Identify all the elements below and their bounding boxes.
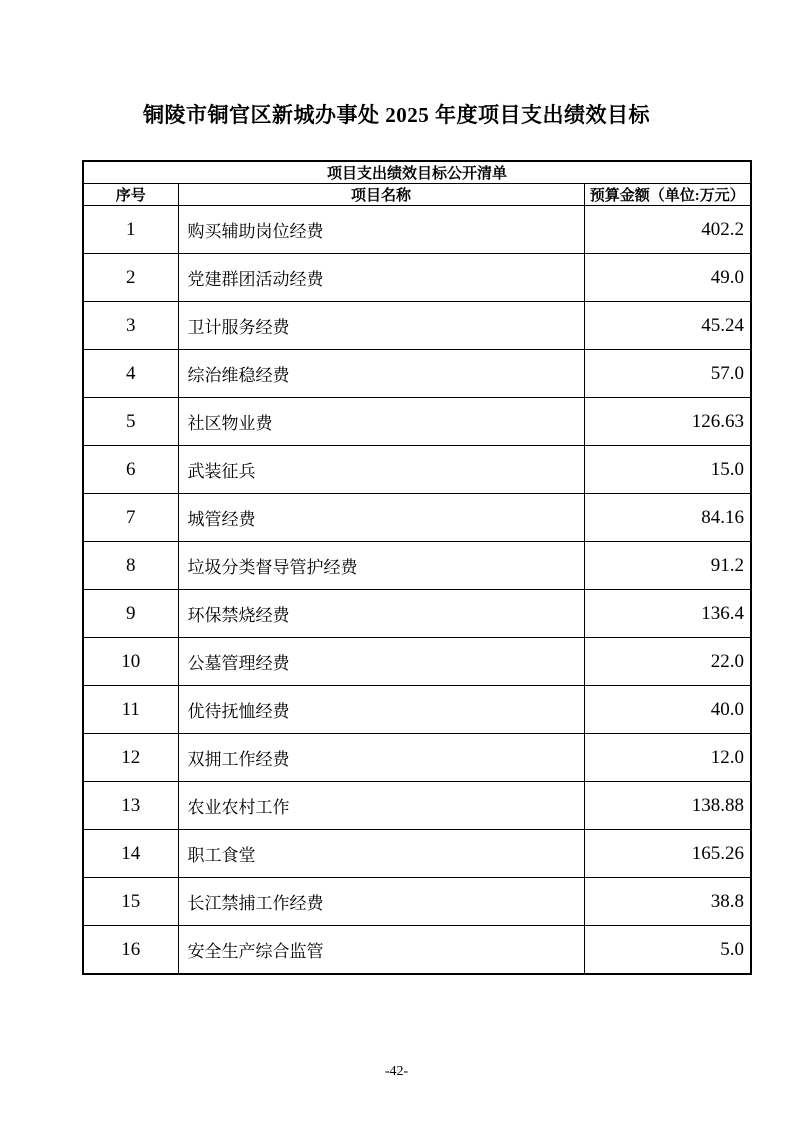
budget-amount: 22.0 <box>584 638 751 686</box>
project-name: 武装征兵 <box>178 446 584 494</box>
table-row <box>83 398 751 446</box>
budget-amount: 126.63 <box>584 398 751 446</box>
row-index: 11 <box>83 686 178 734</box>
project-name: 卫计服务经费 <box>178 302 584 350</box>
budget-amount: 402.2 <box>584 206 751 254</box>
budget-amount: 45.24 <box>584 302 751 350</box>
page-number: -42- <box>384 1064 409 1079</box>
page-title: 铜陵市铜官区新城办事处 2025 年度项目支出绩效目标 <box>143 103 650 127</box>
column-header-index: 序号 <box>83 184 178 206</box>
budget-amount: 38.8 <box>584 878 751 926</box>
budget-amount: 138.88 <box>584 782 751 830</box>
budget-amount: 165.26 <box>584 830 751 878</box>
row-index: 13 <box>83 782 178 830</box>
table-row <box>83 878 751 926</box>
project-name: 城管经费 <box>178 494 584 542</box>
project-name: 垃圾分类督导管护经费 <box>178 542 584 590</box>
budget-amount: 57.0 <box>584 350 751 398</box>
project-name: 购买辅助岗位经费 <box>178 206 584 254</box>
budget-amount: 91.2 <box>584 542 751 590</box>
budget-amount: 5.0 <box>584 926 751 975</box>
table-row <box>83 926 751 975</box>
table-row <box>83 446 751 494</box>
row-index: 2 <box>83 254 178 302</box>
performance-target-table <box>82 160 752 975</box>
table-row <box>83 542 751 590</box>
table-row <box>83 830 751 878</box>
table-row <box>83 494 751 542</box>
table-row <box>83 686 751 734</box>
table-caption-row <box>83 161 751 184</box>
row-index: 9 <box>83 590 178 638</box>
row-index: 6 <box>83 446 178 494</box>
row-index: 16 <box>83 926 178 975</box>
budget-amount: 84.16 <box>584 494 751 542</box>
row-index: 1 <box>83 206 178 254</box>
row-index: 8 <box>83 542 178 590</box>
project-name: 双拥工作经费 <box>178 734 584 782</box>
budget-amount: 136.4 <box>584 590 751 638</box>
column-header-budget-amount: 预算金额（单位:万元） <box>584 184 751 206</box>
project-name: 职工食堂 <box>178 830 584 878</box>
table-row <box>83 734 751 782</box>
project-name: 社区物业费 <box>178 398 584 446</box>
table-caption: 项目支出绩效目标公开清单 <box>83 161 751 184</box>
table-row <box>83 590 751 638</box>
row-index: 7 <box>83 494 178 542</box>
project-name: 优待抚恤经费 <box>178 686 584 734</box>
table-row <box>83 782 751 830</box>
table-row <box>83 206 751 254</box>
budget-amount: 40.0 <box>584 686 751 734</box>
table-row <box>83 254 751 302</box>
project-name: 综治维稳经费 <box>178 350 584 398</box>
table-header-row <box>83 184 751 206</box>
table-row <box>83 638 751 686</box>
project-name: 长江禁捕工作经费 <box>178 878 584 926</box>
table-row <box>83 350 751 398</box>
row-index: 4 <box>83 350 178 398</box>
budget-amount: 15.0 <box>584 446 751 494</box>
row-index: 3 <box>83 302 178 350</box>
row-index: 12 <box>83 734 178 782</box>
project-name: 党建群团活动经费 <box>178 254 584 302</box>
row-index: 10 <box>83 638 178 686</box>
project-name: 环保禁烧经费 <box>178 590 584 638</box>
row-index: 14 <box>83 830 178 878</box>
budget-amount: 49.0 <box>584 254 751 302</box>
row-index: 5 <box>83 398 178 446</box>
column-header-project-name: 项目名称 <box>178 184 584 206</box>
project-name: 公墓管理经费 <box>178 638 584 686</box>
project-name: 安全生产综合监管 <box>178 926 584 975</box>
row-index: 15 <box>83 878 178 926</box>
table-row <box>83 302 751 350</box>
budget-amount: 12.0 <box>584 734 751 782</box>
project-name: 农业农村工作 <box>178 782 584 830</box>
